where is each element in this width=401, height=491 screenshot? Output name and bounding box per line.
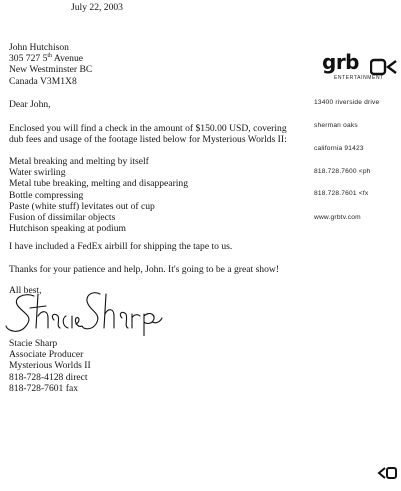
salutation: Dear John, xyxy=(9,99,51,110)
list-item: Metal tube breaking, melting and disappearing xyxy=(9,178,189,190)
signer-name: Stacie Sharp xyxy=(9,338,58,349)
company-address-line1: 13400 riverside drive xyxy=(314,99,380,106)
list-item: Paste (white stuff) levitates out of cup xyxy=(9,200,155,212)
paragraph-line: dub fees and usage of the footage listed below for Mysterious Worlds II: xyxy=(9,134,287,146)
company-address-line2: sherman oaks xyxy=(314,122,358,129)
list-item: Fusion of dissimilar objects xyxy=(9,212,116,224)
signer-direct-phone: 818-728-4128 direct xyxy=(9,371,88,383)
company-address-line3: california 91423 xyxy=(314,145,364,152)
paragraph-thanks: Thanks for your patience and help, John. It's going to be a great show! xyxy=(9,264,280,275)
company-website: www.grbtv.com xyxy=(314,214,361,221)
company-logo xyxy=(322,50,400,88)
closing: All best, xyxy=(9,285,42,296)
recipient-address xyxy=(9,42,92,87)
logo-subtitle: ENTERTAINMENT xyxy=(334,75,384,81)
handwritten-signature xyxy=(4,288,164,336)
recipient-street-name: Avenue xyxy=(52,53,84,65)
footage-list xyxy=(9,156,188,234)
signer-title: Associate Producer xyxy=(9,349,84,361)
logo-arrow-icon xyxy=(370,58,398,76)
logo-wordmark: grb xyxy=(322,50,359,74)
company-fax: 818.728.7601 <fx xyxy=(314,190,369,197)
signer-fax: 818-728-7601 fax xyxy=(9,382,79,394)
recipient-street xyxy=(9,53,92,64)
recipient-street-number: 305 727 5 xyxy=(9,53,48,65)
list-item: Metal breaking and melting by itself xyxy=(9,156,149,167)
recipient-country-postal: Canada V3M1X8 xyxy=(9,75,77,87)
list-item: Bottle compressing xyxy=(9,189,84,201)
recipient-street-suffix: th xyxy=(47,53,53,60)
company-phone: 818.728.7600 <ph xyxy=(314,168,371,175)
paragraph-line: Enclosed you will find a check in the amount of $150.00 USD, covering xyxy=(9,123,287,134)
paragraph-check xyxy=(9,123,287,145)
list-item: Water swirling xyxy=(9,167,66,179)
corner-arrow-icon xyxy=(376,466,398,480)
signer-project: Mysterious Worlds II xyxy=(9,360,91,372)
paragraph-airbill: I have included a FedEx airbill for shipping the tape to us. xyxy=(9,241,233,252)
list-item: Hutchison speaking at podium xyxy=(9,223,126,235)
signature-block xyxy=(9,338,91,394)
letter-date: July 22, 2003 xyxy=(71,2,123,13)
recipient-city: New Westminster BC xyxy=(9,64,93,76)
recipient-name: John Hutchison xyxy=(9,42,69,53)
